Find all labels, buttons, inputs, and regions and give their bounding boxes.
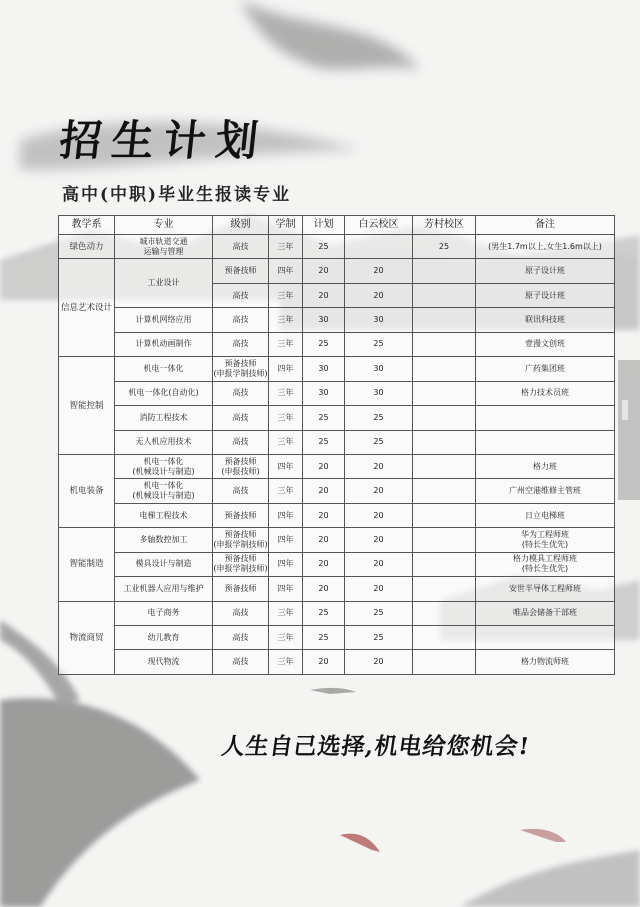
table-row <box>59 552 615 576</box>
cell-major: 现代物流 <box>115 650 213 675</box>
header-years: 学制 <box>269 216 303 235</box>
cell-plan: 20 <box>303 479 345 503</box>
table-row <box>59 235 615 259</box>
cell-years: 三年 <box>269 381 303 405</box>
cell-major: 机电一体化 <box>115 357 213 381</box>
cell-level: 预备技师 <box>213 503 269 527</box>
table-header-row <box>59 216 615 235</box>
cell-plan: 20 <box>303 454 345 478</box>
cell-level: 高技 <box>213 381 269 405</box>
cell-note: 壹漫文创班 <box>476 332 615 356</box>
cell-fangcun <box>413 650 476 675</box>
table-row <box>59 479 615 503</box>
cell-fangcun <box>413 430 476 454</box>
cell-fangcun <box>413 601 476 625</box>
cell-baiyun: 20 <box>345 577 413 601</box>
cell-note: 格力模具工程师班 (特长生优先) <box>476 552 615 576</box>
cell-plan: 20 <box>303 503 345 527</box>
cell-plan: 20 <box>303 577 345 601</box>
cell-level: 高技 <box>213 430 269 454</box>
cell-level: 高技 <box>213 235 269 259</box>
cell-note: 原子设计班 <box>476 283 615 307</box>
cell-plan: 20 <box>303 528 345 552</box>
cell-note: 唯品会储备干部班 <box>476 601 615 625</box>
cell-note: 联讯科技班 <box>476 308 615 332</box>
cell-fangcun <box>413 283 476 307</box>
cell-baiyun: 25 <box>345 626 413 650</box>
cell-baiyun: 25 <box>345 332 413 356</box>
cell-fangcun <box>413 259 476 283</box>
cell-plan: 25 <box>303 430 345 454</box>
header-plan: 计划 <box>303 216 345 235</box>
cell-major: 幼儿教育 <box>115 626 213 650</box>
cell-level: 预备技师 (申报学制技师) <box>213 357 269 381</box>
cell-years: 四年 <box>269 259 303 283</box>
cell-baiyun: 20 <box>345 454 413 478</box>
cell-note <box>476 406 615 430</box>
cell-years: 四年 <box>269 357 303 381</box>
cell-plan: 30 <box>303 381 345 405</box>
cell-baiyun: 20 <box>345 650 413 675</box>
ink-building-right <box>618 360 640 500</box>
cell-dept: 绿色动力 <box>59 235 115 259</box>
cell-major: 计算机网络应用 <box>115 308 213 332</box>
ink-fish-decoration <box>310 688 566 852</box>
table-body <box>59 235 615 675</box>
table-row <box>59 308 615 332</box>
table-row <box>59 650 615 675</box>
cell-dept: 信息艺术设计 <box>59 259 115 357</box>
cell-note: 安世半导体工程师班 <box>476 577 615 601</box>
cell-baiyun: 20 <box>345 479 413 503</box>
cell-years: 四年 <box>269 503 303 527</box>
cell-years: 四年 <box>269 552 303 576</box>
cell-fangcun: 25 <box>413 235 476 259</box>
cell-fangcun <box>413 308 476 332</box>
cell-plan: 25 <box>303 601 345 625</box>
table-row <box>59 332 615 356</box>
cell-baiyun: 25 <box>345 601 413 625</box>
cell-fangcun <box>413 406 476 430</box>
cell-major: 工业设计 <box>115 259 213 308</box>
cell-major: 无人机应用技术 <box>115 430 213 454</box>
cell-dept: 智能制造 <box>59 528 115 601</box>
cell-years: 三年 <box>269 601 303 625</box>
cell-level: 预备技师 <box>213 577 269 601</box>
cell-fangcun <box>413 528 476 552</box>
cell-note: 格力班 <box>476 454 615 478</box>
cell-years: 四年 <box>269 528 303 552</box>
table-row <box>59 577 615 601</box>
cell-years: 三年 <box>269 650 303 675</box>
cell-major: 多轴数控加工 <box>115 528 213 552</box>
cell-plan: 20 <box>303 650 345 675</box>
cell-baiyun <box>345 235 413 259</box>
cell-major: 机电一体化 (机械设计与制造) <box>115 454 213 478</box>
table-row <box>59 381 615 405</box>
cell-level: 高技 <box>213 650 269 675</box>
cell-note: 格力技术员班 <box>476 381 615 405</box>
cell-level: 预备技师 (申报技师) <box>213 454 269 478</box>
cell-fangcun <box>413 479 476 503</box>
cell-level: 高技 <box>213 406 269 430</box>
cell-major: 电梯工程技术 <box>115 503 213 527</box>
cell-major: 消防工程技术 <box>115 406 213 430</box>
cell-major: 电子商务 <box>115 601 213 625</box>
slogan: 人生自己选择,机电给您机会! <box>219 733 532 760</box>
cell-years: 三年 <box>269 283 303 307</box>
cell-years: 三年 <box>269 235 303 259</box>
cell-fangcun <box>413 577 476 601</box>
cell-baiyun: 20 <box>345 552 413 576</box>
cell-note <box>476 430 615 454</box>
enrollment-plan-table <box>58 215 615 675</box>
cell-note: 原子设计班 <box>476 259 615 283</box>
header-level: 级别 <box>213 216 269 235</box>
cell-baiyun: 20 <box>345 528 413 552</box>
table-row <box>59 601 615 625</box>
cell-level: 预备技师 (申报学制技师) <box>213 528 269 552</box>
cell-fangcun <box>413 503 476 527</box>
cell-years: 四年 <box>269 454 303 478</box>
cell-level: 高技 <box>213 601 269 625</box>
cell-note: (男生1.7m以上,女生1.6m以上) <box>476 235 615 259</box>
cell-baiyun: 25 <box>345 406 413 430</box>
cell-level: 高技 <box>213 626 269 650</box>
cell-plan: 30 <box>303 308 345 332</box>
cell-plan: 30 <box>303 357 345 381</box>
cell-fangcun <box>413 381 476 405</box>
cell-years: 三年 <box>269 406 303 430</box>
cell-dept: 机电装备 <box>59 454 115 527</box>
cell-major: 工业机器人应用与维护 <box>115 577 213 601</box>
cell-major: 城市轨道交通 运输与管理 <box>115 235 213 259</box>
table-row <box>59 626 615 650</box>
header-baiyun: 白云校区 <box>345 216 413 235</box>
cell-years: 三年 <box>269 430 303 454</box>
cell-plan: 20 <box>303 552 345 576</box>
page-title: 招生计划 <box>57 116 271 165</box>
cell-years: 三年 <box>269 332 303 356</box>
cell-level: 高技 <box>213 283 269 307</box>
cell-level: 高技 <box>213 308 269 332</box>
table-row <box>59 406 615 430</box>
cell-baiyun: 25 <box>345 430 413 454</box>
cell-note <box>476 626 615 650</box>
cell-note: 广药集团班 <box>476 357 615 381</box>
cell-note: 广州空港维修主管班 <box>476 479 615 503</box>
cell-note: 格力物流师班 <box>476 650 615 675</box>
table-row <box>59 357 615 381</box>
cell-baiyun: 30 <box>345 308 413 332</box>
cell-years: 三年 <box>269 626 303 650</box>
cell-fangcun <box>413 626 476 650</box>
cell-fangcun <box>413 357 476 381</box>
cell-level: 预备技师 (申报学制技师) <box>213 552 269 576</box>
cell-baiyun: 20 <box>345 259 413 283</box>
table-row <box>59 430 615 454</box>
cell-baiyun: 30 <box>345 357 413 381</box>
header-major: 专业 <box>115 216 213 235</box>
cell-fangcun <box>413 454 476 478</box>
cell-plan: 25 <box>303 235 345 259</box>
cell-years: 三年 <box>269 479 303 503</box>
cell-plan: 25 <box>303 332 345 356</box>
cell-plan: 20 <box>303 259 345 283</box>
cell-note: 日立电梯班 <box>476 503 615 527</box>
cell-note: 华为工程师班 (特长生优先) <box>476 528 615 552</box>
cell-years: 三年 <box>269 308 303 332</box>
cell-fangcun <box>413 552 476 576</box>
cell-major: 机电一体化(自动化) <box>115 381 213 405</box>
cell-fangcun <box>413 332 476 356</box>
header-note: 备注 <box>476 216 615 235</box>
cell-plan: 25 <box>303 406 345 430</box>
cell-major: 计算机动画制作 <box>115 332 213 356</box>
cell-baiyun: 20 <box>345 503 413 527</box>
cell-baiyun: 20 <box>345 283 413 307</box>
cell-level: 高技 <box>213 479 269 503</box>
table-row <box>59 503 615 527</box>
cell-level: 高技 <box>213 332 269 356</box>
cell-years: 四年 <box>269 577 303 601</box>
cell-level: 预备技师 <box>213 259 269 283</box>
table-row <box>59 259 615 283</box>
cell-plan: 25 <box>303 626 345 650</box>
table-row <box>59 454 615 478</box>
table-row <box>59 528 615 552</box>
cell-dept: 物流商贸 <box>59 601 115 674</box>
cell-major: 机电一体化 (机械设计与制造) <box>115 479 213 503</box>
cell-major: 模具设计与制造 <box>115 552 213 576</box>
header-dept: 教学系 <box>59 216 115 235</box>
cell-baiyun: 30 <box>345 381 413 405</box>
page-subtitle: 高中(中职)毕业生报读专业 <box>62 185 292 205</box>
header-fangcun: 芳村校区 <box>413 216 476 235</box>
cell-plan: 20 <box>303 283 345 307</box>
cell-dept: 智能控制 <box>59 357 115 455</box>
